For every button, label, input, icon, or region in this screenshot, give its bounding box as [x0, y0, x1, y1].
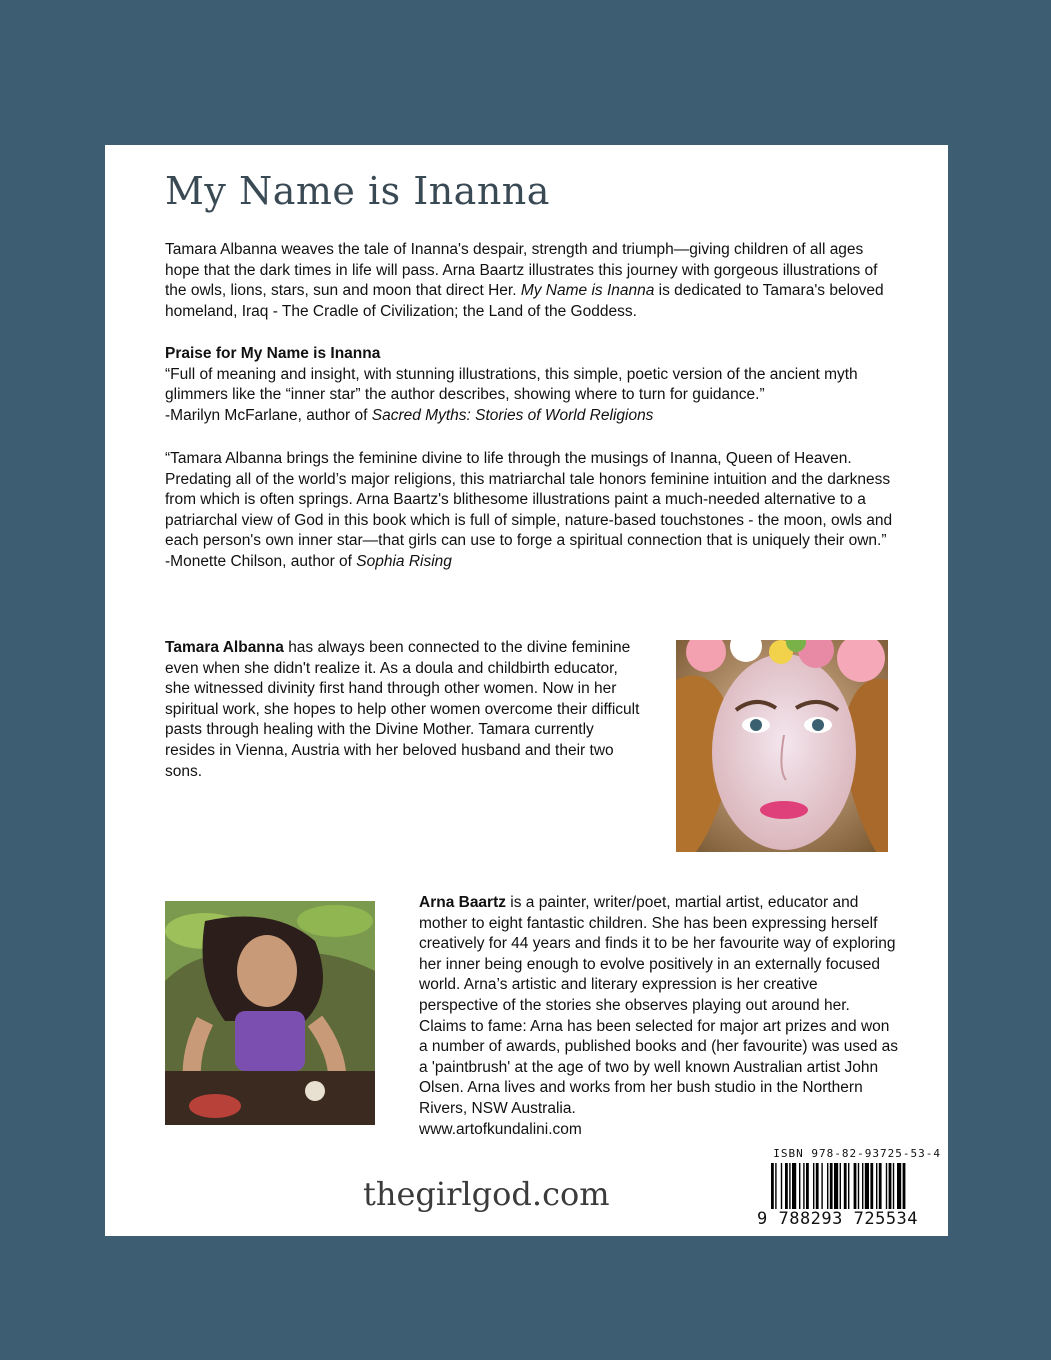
illustrator-portrait-image [165, 901, 375, 1125]
praise-attribution-1: -Marilyn McFarlane, author of [165, 406, 368, 424]
praise-heading: Praise for My Name is Inanna [165, 345, 381, 362]
praise-quote-2-block [165, 449, 895, 573]
book-description [165, 240, 895, 322]
author-bio [165, 638, 645, 782]
praise-quote-1: “Full of meaning and insight, with stunning illustrations, this simple, poetic version of the ancient myth glimmers like the “inner star” the author describes, showing where to turn for guidance.” [165, 365, 858, 404]
book-title: My Name is Inanna [165, 169, 550, 213]
illustrator-photo [165, 901, 375, 1125]
author-name: Tamara Albanna [165, 639, 284, 656]
description-text: Tamara Albanna weaves the tale of Inanna's despair, strength and triumph—giving children of all ages hope that the dark times in life will pass. Arna Baartz illustrates this journey with gorgeous illustrations of the owls, lions, stars, sun and moon that direct Her. [165, 241, 878, 300]
isbn-number: ISBN 978-82-93725-53-4 [773, 1147, 941, 1160]
illustrator-name: Arna Baartz [419, 894, 506, 911]
illustrator-website[interactable]: www.artofkundalini.com [419, 1120, 582, 1138]
illustrator-bio [419, 893, 899, 1140]
description-text-end: is dedicated to Tamara's beloved homeland, Iraq - The Cradle of Civilization; the Land of the Goddess. [165, 282, 884, 320]
isbn-barcode [753, 1145, 945, 1233]
description-book-title: My Name is Inanna [520, 282, 655, 300]
author-photo [676, 640, 888, 852]
ean-number: 9 788293 725534 [757, 1209, 919, 1229]
author-portrait-image [676, 640, 888, 852]
praise-section [165, 344, 895, 426]
back-cover [105, 145, 948, 1236]
praise-book-2: Sophia Rising [356, 552, 452, 570]
praise-book-1: Sacred Myths: Stories of World Religions [371, 406, 654, 424]
illustrator-bio-text: is a painter, writer/poet, martial artist, educator and mother to eight fantastic children. She has been expressing herself creatively for 44 years and finds it to be her favourite way of exploring her inner being enough to evolve positively in an externally focused world. Arna’s artistic and literary expression is her creative perspective of the stories she observes playing out around her. Claims to fame: Arna has been selected for major art prizes and won a number of awards, published books and (her favourite) was used as a 'paintbrush' at the age of two by well known Australian artist John Olsen. Arna lives and works from her bush studio in the Northern Rivers, NSW Australia. [419, 894, 899, 1117]
praise-quote-2: “Tamara Albanna brings the feminine divine to life through the musings of Inanna, Queen of Heaven. Predating all of the world’s major religions, this matriarchal tale honors feminine intuition and the darkness from which is often springs. Arna Baartz's blithesome illustrations paint a much-needed alternative to a patriarchal view of God in this book which is full of simple, nature-based touchstones - the moon, owls and each person's own inner star—that girls can use to forge a spiritual connection that is uniquely their own.” -Monette Chilson, author of [165, 450, 893, 570]
author-bio-text: has always been connected to the divine feminine even when she didn't realize it. As a doula and childbirth educator, she witnessed divinity first hand through other women. Now in her spiritual work, she hopes to help other women overcome their difficult pasts through healing with the Divine Mother. Tamara currently resides in Vienna, Austria with her beloved husband and their two sons. [165, 639, 640, 780]
publisher-website[interactable]: thegirlgod.com [363, 1175, 610, 1213]
